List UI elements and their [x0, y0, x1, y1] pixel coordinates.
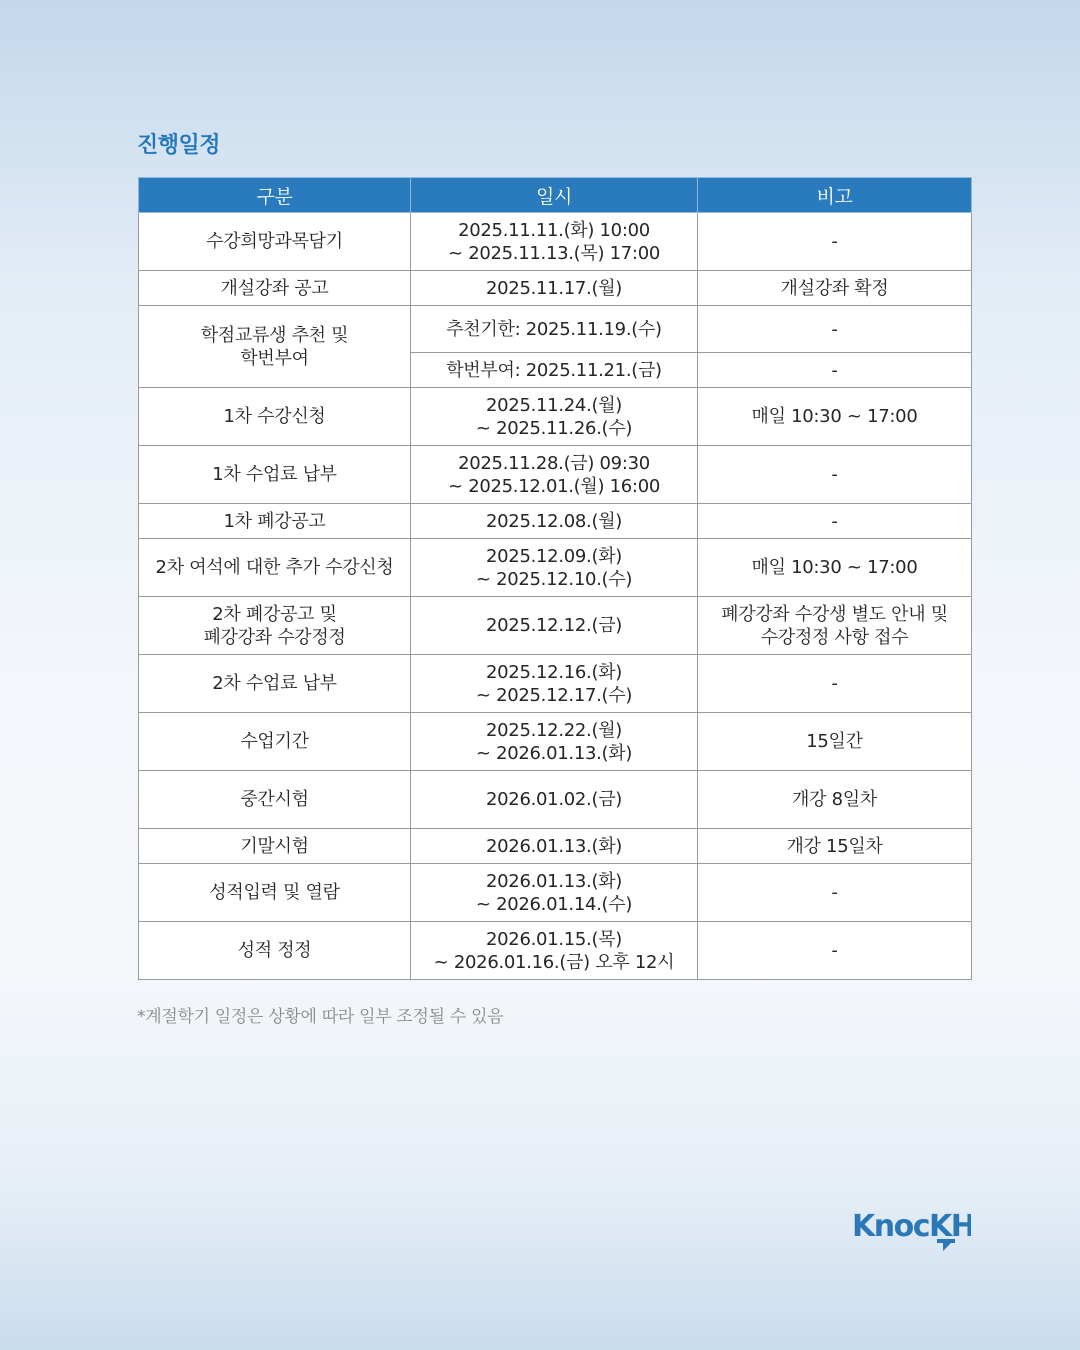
cell-category: 기말시험	[139, 829, 411, 864]
cell-category: 2차 수업료 납부	[139, 655, 411, 713]
footnote: *계절학기 일정은 상황에 따라 일부 조정될 수 있음	[137, 1007, 504, 1027]
cell-date: 2026.01.13.(화) ~ 2026.01.14.(수)	[411, 864, 698, 922]
cell-date: 2025.11.24.(월) ~ 2025.11.26.(수)	[411, 388, 698, 446]
cell-category: 개설강좌 공고	[139, 271, 411, 306]
page-title: 진행일정	[137, 133, 221, 158]
cell-note: 15일간	[698, 713, 972, 771]
logo-graphic	[851, 1203, 971, 1253]
cell-note: -	[698, 306, 972, 353]
cell-date: 2026.01.02.(금)	[411, 771, 698, 829]
knockh-logo	[851, 1203, 971, 1253]
table-row	[139, 504, 972, 539]
cell-note: 개강 15일차	[698, 829, 972, 864]
header-category: 구분	[139, 178, 411, 213]
cell-category: 성적 정정	[139, 922, 411, 980]
table-row	[139, 446, 972, 504]
cell-note: 개강 8일차	[698, 771, 972, 829]
cell-category: 1차 수강신청	[139, 388, 411, 446]
cell-category: 2차 여석에 대한 추가 수강신청	[139, 539, 411, 597]
header-date: 일시	[411, 178, 698, 213]
cell-category: 2차 폐강공고 및 폐강강좌 수강정정	[139, 597, 411, 655]
table-row	[139, 597, 972, 655]
table-row	[139, 388, 972, 446]
table-row	[139, 306, 972, 353]
cell-note: 매일 10:30 ~ 17:00	[698, 388, 972, 446]
cell-date: 2025.12.09.(화) ~ 2025.12.10.(수)	[411, 539, 698, 597]
cell-date: 2025.12.12.(금)	[411, 597, 698, 655]
table-row	[139, 213, 972, 271]
table-row	[139, 864, 972, 922]
cell-date: 2025.12.22.(월) ~ 2026.01.13.(화)	[411, 713, 698, 771]
cell-note: 개설강좌 확정	[698, 271, 972, 306]
cell-category: 1차 수업료 납부	[139, 446, 411, 504]
cell-note: 매일 10:30 ~ 17:00	[698, 539, 972, 597]
cell-date: 2025.11.17.(월)	[411, 271, 698, 306]
cell-date: 2025.12.08.(월)	[411, 504, 698, 539]
cell-date: 2026.01.15.(목) ~ 2026.01.16.(금) 오후 12시	[411, 922, 698, 980]
cell-date: 2025.11.11.(화) 10:00 ~ 2025.11.13.(목) 17:00	[411, 213, 698, 271]
schedule-table	[138, 177, 972, 980]
cell-category: 중간시험	[139, 771, 411, 829]
table-row	[139, 271, 972, 306]
cell-category: 성적입력 및 열람	[139, 864, 411, 922]
cell-note: -	[698, 504, 972, 539]
table-header-row	[139, 178, 972, 213]
cell-date: 학번부여: 2025.11.21.(금)	[411, 353, 698, 388]
cell-note: -	[698, 213, 972, 271]
table-row	[139, 655, 972, 713]
table-row	[139, 771, 972, 829]
cell-date: 2025.12.16.(화) ~ 2025.12.17.(수)	[411, 655, 698, 713]
table-row	[139, 539, 972, 597]
cell-date: 추천기한: 2025.11.19.(수)	[411, 306, 698, 353]
cell-note: -	[698, 655, 972, 713]
cell-note: -	[698, 922, 972, 980]
cell-note: -	[698, 446, 972, 504]
cell-date: 2026.01.13.(화)	[411, 829, 698, 864]
table-row	[139, 922, 972, 980]
cell-note: -	[698, 864, 972, 922]
cell-category: 수강희망과목담기	[139, 213, 411, 271]
cell-category: 1차 폐강공고	[139, 504, 411, 539]
cell-note: 폐강강좌 수강생 별도 안내 및 수강정정 사항 접수	[698, 597, 972, 655]
table-row	[139, 829, 972, 864]
cell-note: -	[698, 353, 972, 388]
table-row	[139, 713, 972, 771]
svg-text:KnocKH: KnocKH	[852, 1209, 971, 1244]
cell-category: 학점교류생 추천 및 학번부여	[139, 306, 411, 388]
header-note: 비고	[698, 178, 972, 213]
cell-date: 2025.11.28.(금) 09:30 ~ 2025.12.01.(월) 16:00	[411, 446, 698, 504]
cell-category: 수업기간	[139, 713, 411, 771]
